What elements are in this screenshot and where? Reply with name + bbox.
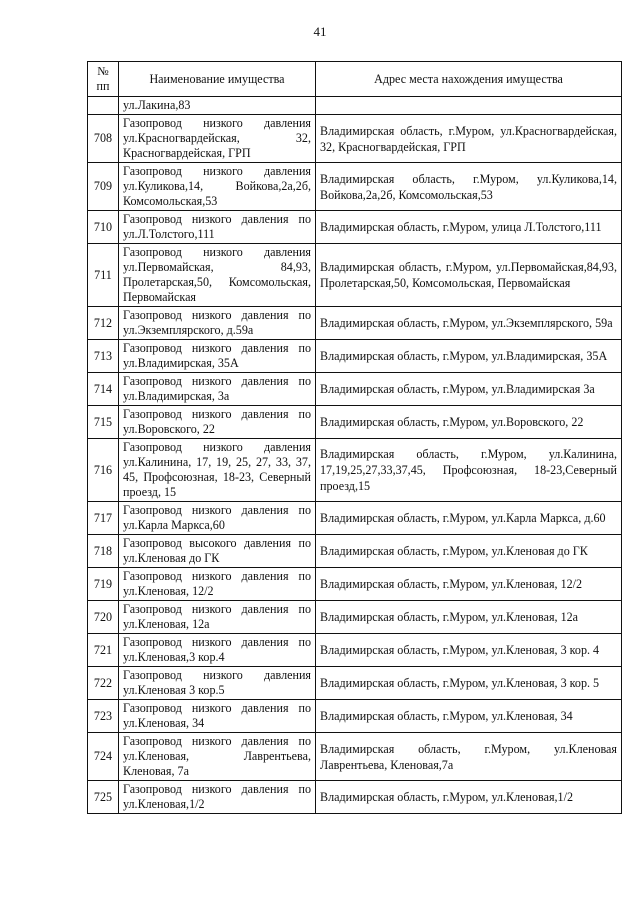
row-name: Газопровод низкого давления ул.Кленовая 3 кор.5 xyxy=(119,667,316,700)
table-row xyxy=(88,163,622,211)
table-row xyxy=(88,115,622,163)
table-row xyxy=(88,781,622,814)
header-num: № пп xyxy=(88,62,119,97)
row-name: Газопровод низкого давления по ул.Кленовая, Лаврентьева, Кленовая, 7а xyxy=(119,733,316,781)
row-address: Владимирская область, г.Муром, ул.Кленовая до ГК xyxy=(316,535,622,568)
row-name: Газопровод высокого давления по ул.Кленовая до ГК xyxy=(119,535,316,568)
header-name: Наименование имущества xyxy=(119,62,316,97)
row-num xyxy=(88,97,119,115)
row-num: 711 xyxy=(88,244,119,307)
table-row xyxy=(88,634,622,667)
row-num: 721 xyxy=(88,634,119,667)
table-row xyxy=(88,535,622,568)
row-num: 708 xyxy=(88,115,119,163)
table-row xyxy=(88,211,622,244)
row-address: Владимирская область, г.Муром, ул.Владимирская 3а xyxy=(316,373,622,406)
table-row xyxy=(88,244,622,307)
table-row xyxy=(88,373,622,406)
table-row xyxy=(88,700,622,733)
row-address: Владимирская область, г.Муром, ул.Кленовая, 3 кор. 4 xyxy=(316,634,622,667)
row-address: Владимирская область, г.Муром, ул.Воровского, 22 xyxy=(316,406,622,439)
row-address: Владимирская область, г.Муром, ул.Карла Маркса, д.60 xyxy=(316,502,622,535)
row-num: 713 xyxy=(88,340,119,373)
table-row xyxy=(88,502,622,535)
row-name: Газопровод низкого давления по ул.Кленовая,1/2 xyxy=(119,781,316,814)
row-address: Владимирская область, г.Муром, ул.Кленовая, 12/2 xyxy=(316,568,622,601)
row-name: Газопровод низкого давления по ул.Кленовая, 12/2 xyxy=(119,568,316,601)
row-name: Газопровод низкого давления по ул.Карла Маркса,60 xyxy=(119,502,316,535)
table-row xyxy=(88,406,622,439)
row-num: 718 xyxy=(88,535,119,568)
row-address: Владимирская область, г.Муром, ул.Куликова,14, Войкова,2а,2б, Комсомольская,53 xyxy=(316,163,622,211)
row-num: 725 xyxy=(88,781,119,814)
row-address: Владимирская область, г.Муром, ул.Красногвардейская, 32, Красногвардейская, ГРП xyxy=(316,115,622,163)
row-num: 716 xyxy=(88,439,119,502)
row-name: Газопровод низкого давления ул.Куликова,14, Войкова,2а,2б, Комсомольская,53 xyxy=(119,163,316,211)
row-num: 720 xyxy=(88,601,119,634)
row-address: Владимирская область, г.Муром, ул.Кленовая,1/2 xyxy=(316,781,622,814)
row-address: Владимирская область, г.Муром, ул.Кленовая, 3 кор. 5 xyxy=(316,667,622,700)
table-row xyxy=(88,667,622,700)
property-table xyxy=(87,61,622,814)
row-num: 722 xyxy=(88,667,119,700)
table-row xyxy=(88,601,622,634)
row-address: Владимирская область, г.Муром, ул.Первомайская,84,93, Пролетарская,50, Комсомольская, Первомайская xyxy=(316,244,622,307)
row-address: Владимирская область, г.Муром, ул.Кленовая Лаврентьева, Кленовая,7а xyxy=(316,733,622,781)
row-num: 712 xyxy=(88,307,119,340)
row-address: Владимирская область, г.Муром, улица Л.Толстого,111 xyxy=(316,211,622,244)
table-row xyxy=(88,733,622,781)
row-num: 723 xyxy=(88,700,119,733)
row-name: Газопровод низкого давления ул.Калинина, 17, 19, 25, 27, 33, 37, 45, Профсоюзная, 18-23, Северный проезд, 15 xyxy=(119,439,316,502)
row-name: Газопровод низкого давления по ул.Л.Толстого,111 xyxy=(119,211,316,244)
row-name: Газопровод низкого давления по ул.Кленовая, 34 xyxy=(119,700,316,733)
row-num: 717 xyxy=(88,502,119,535)
row-name: Газопровод низкого давления ул.Красногвардейская, 32, Красногвардейская, ГРП xyxy=(119,115,316,163)
row-address: Владимирская область, г.Муром, ул.Калинина, 17,19,25,27,33,37,45, Профсоюзная, 18-23,Северный проезд,15 xyxy=(316,439,622,502)
table-row xyxy=(88,439,622,502)
row-name: Газопровод низкого давления по ул.Кленовая, 12а xyxy=(119,601,316,634)
row-name: Газопровод низкого давления по ул.Экземплярского, д.59а xyxy=(119,307,316,340)
table-row-continued xyxy=(88,97,622,115)
table-row xyxy=(88,307,622,340)
table-row xyxy=(88,340,622,373)
table-header-row xyxy=(88,62,622,97)
row-address xyxy=(316,97,622,115)
table-row xyxy=(88,568,622,601)
row-num: 710 xyxy=(88,211,119,244)
row-address: Владимирская область, г.Муром, ул.Кленовая, 34 xyxy=(316,700,622,733)
row-num: 715 xyxy=(88,406,119,439)
header-address: Адрес места нахождения имущества xyxy=(316,62,622,97)
row-name: Газопровод низкого давления по ул.Воровского, 22 xyxy=(119,406,316,439)
row-name: Газопровод низкого давления по ул.Кленовая,3 кор.4 xyxy=(119,634,316,667)
row-num: 709 xyxy=(88,163,119,211)
row-num: 719 xyxy=(88,568,119,601)
page-number: 41 xyxy=(313,24,327,39)
row-num: 724 xyxy=(88,733,119,781)
row-name: Газопровод низкого давления по ул.Владимирская, 35А xyxy=(119,340,316,373)
row-name: Газопровод низкого давления ул.Первомайская, 84,93, Пролетарская,50, Комсомольская, Первомайская xyxy=(119,244,316,307)
row-address: Владимирская область, г.Муром, ул.Владимирская, 35А xyxy=(316,340,622,373)
row-address: Владимирская область, г.Муром, ул.Кленовая, 12а xyxy=(316,601,622,634)
row-address: Владимирская область, г.Муром, ул.Экземплярского, 59а xyxy=(316,307,622,340)
row-num: 714 xyxy=(88,373,119,406)
row-name: Газопровод низкого давления по ул.Владимирская, 3а xyxy=(119,373,316,406)
row-name: ул.Лакина,83 xyxy=(119,97,316,115)
